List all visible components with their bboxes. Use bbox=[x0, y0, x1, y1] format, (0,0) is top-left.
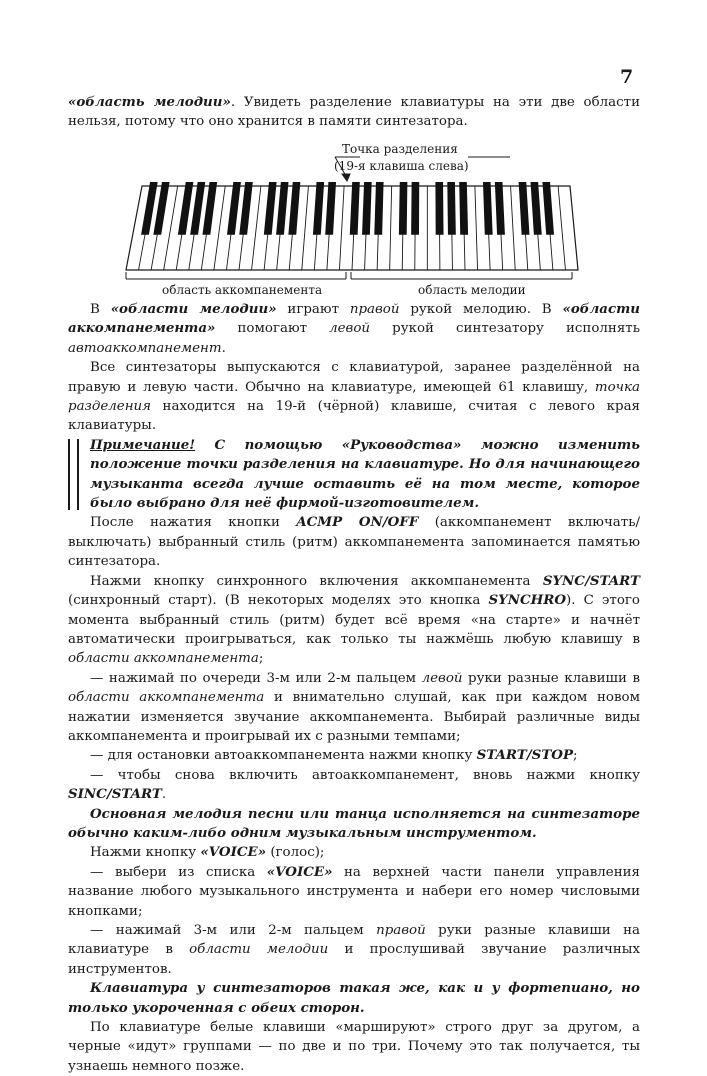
note-block bbox=[68, 436, 640, 514]
paragraph-split: Все синтезаторы выпускаются с клавиатурой, заранее разделённой на правую и левую части. Обычно на клавиатуре, имеющей 61 клавишу, точка разделения находится на 19-й (чёрной) клавише, считая с левого края клавиатуры. bbox=[68, 360, 640, 434]
split-point-sublabel: (19-я клавиша слева) bbox=[334, 159, 469, 173]
intro-text: . Увидеть разделение клавиатуры на эти две области нельзя, потому что оно хранится в памяти синтезатора. bbox=[68, 95, 641, 130]
black-key bbox=[399, 182, 408, 235]
intro-paragraph bbox=[68, 93, 640, 132]
paragraph-press-right: — нажимай 3-м или 2-м пальцем правой руки разные клавиши на клавиатуре в области мелодии и прослушивай звучание различных инструментов. bbox=[68, 923, 641, 977]
melody-area-label: область мелодии bbox=[414, 283, 530, 297]
paragraph-acmp: После нажатия кнопки ACMP ON/OFF (аккомпанемент включать/выключать) выбранный стиль (ритм) аккомпанемента запоминается памятью синтезатора. bbox=[68, 514, 640, 570]
paragraph-stop: — для остановки автоаккомпанемента нажми кнопку START/STOP; bbox=[90, 747, 578, 764]
note-text: Примечание! С помощью «Руководства» можно изменить положение точки разделения на клавиатуре. Но для начинающего музыканта всегда лучше оставить её на том месте, которое было выбрано для неё фирмой-изготовителем. bbox=[90, 436, 640, 512]
black-key bbox=[411, 182, 419, 235]
paragraph-sync: Нажми кнопку синхронного включения аккомпанемента SYNC/START (синхронный старт). (В некоторых моделях это кнопка SYNCHRO). С этого момента выбранный стиль (ритм) будет всё время «на старте» и начнёт автоматически проигрываться, как только ты нажмёшь любую клавишу в области аккомпанемента; bbox=[68, 572, 640, 667]
black-key bbox=[435, 182, 443, 235]
paragraph-voice-list: — выбери из списка «VOICE» на верхней части панели управления название любого музыкального инструмента и набери его номер числовыми кнопками; bbox=[68, 863, 640, 919]
paragraph-restart: — чтобы снова включить автоаккомпанемент, вновь нажми кнопку SINC/START. bbox=[68, 767, 640, 803]
paragraph-press-left: — нажимай по очереди 3-м или 2-м пальцем левой руки разные клавиши в области аккомпанемента и внимательно слушай, как при каждом новом нажатии изменяется звучание аккомпанемента. Выбирай различные виды аккомпанемента и проигрывай их с разными темпами; bbox=[68, 670, 641, 744]
split-point-label: Точка разделения bbox=[342, 142, 458, 156]
black-key bbox=[459, 182, 468, 235]
paragraph-areas: В «области мелодии» играют правой рукой мелодию. В «области аккомпанемента» помогают левой рукой синтезатору исполнять автоаккомпанемент. bbox=[68, 301, 641, 356]
main-text bbox=[68, 300, 640, 1076]
accompaniment-area-label: область аккомпанемента bbox=[158, 283, 326, 297]
paragraph-voice: Нажми кнопку «VOICE» (голос); bbox=[90, 844, 325, 861]
note-marker bbox=[68, 439, 79, 511]
area-brackets bbox=[126, 272, 572, 279]
keyboard-figure bbox=[120, 142, 585, 298]
keyboard-diagram bbox=[120, 148, 585, 298]
term-melody-area: «область мелодии» bbox=[68, 94, 231, 110]
paragraph-keys-march: По клавиатуре белые клавиши «маршируют» строго друг за другом, а черные «идут» группами — по две и по три. Почему это так получается, ты узнаешь немного позже. bbox=[68, 1020, 640, 1074]
split-pointer bbox=[335, 157, 510, 181]
page-number: 7 bbox=[620, 66, 634, 88]
paragraph-keyboard-info: Клавиатура у синтезаторов такая же, как и у фортепиано, но только укороченная с обеих сторон. bbox=[68, 980, 640, 1016]
paragraph-melody-info: Основная мелодия песни или танца исполняется на синтезаторе обычно каким-либо одним музыкальным инструментом. bbox=[68, 805, 640, 841]
black-key bbox=[447, 182, 456, 235]
